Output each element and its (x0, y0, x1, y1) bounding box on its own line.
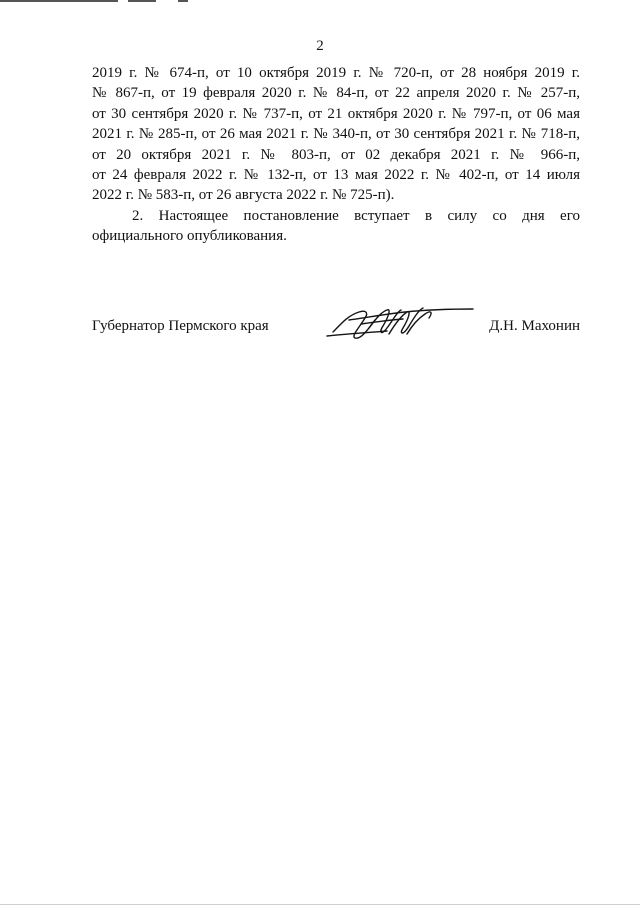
scan-artifact-dot (178, 0, 188, 2)
text-line: 2022 г. № 583-п, от 26 августа 2022 г. № 725-п). (92, 187, 395, 204)
text-line: 2. Настоящее постановление вступает в силу со дня его (132, 207, 580, 224)
text-line: 2019 г. № 674-п, от 10 октября 2019 г. № 720-п, от 28 ноября 2019 г. (92, 65, 580, 81)
page-number: 2 (316, 38, 324, 54)
text-line: от 30 сентября 2020 г. № 737-п, от 21 октября 2020 г. № 797-п, от 06 мая (92, 105, 580, 122)
signer-name: Д.Н. Махонин (489, 318, 580, 334)
signature-block (92, 318, 580, 338)
paragraph-effective-date (92, 206, 580, 247)
scan-artifact-dash (128, 0, 156, 2)
document-body (92, 63, 580, 247)
signer-position-title: Губернатор Пермского края (92, 318, 269, 334)
handwritten-signature (325, 298, 475, 344)
scan-artifact-line (0, 0, 118, 2)
text-line: от 20 октября 2021 г. № 803-п, от 02 декабря 2021 г. № 966-п, (92, 146, 580, 163)
text-line: 2021 г. № 285-п, от 26 мая 2021 г. № 340-п, от 30 сентября 2021 г. № 718-п, (92, 126, 580, 143)
paragraph-amendments-list (92, 63, 580, 206)
text-line: от 24 февраля 2022 г. № 132-п, от 13 мая 2022 г. № 402-п, от 14 июля (92, 167, 580, 184)
text-line: № 867-п, от 19 февраля 2020 г. № 84-п, от 22 апреля 2020 г. № 257-п, (92, 85, 580, 102)
text-line: официального опубликования. (92, 228, 287, 245)
